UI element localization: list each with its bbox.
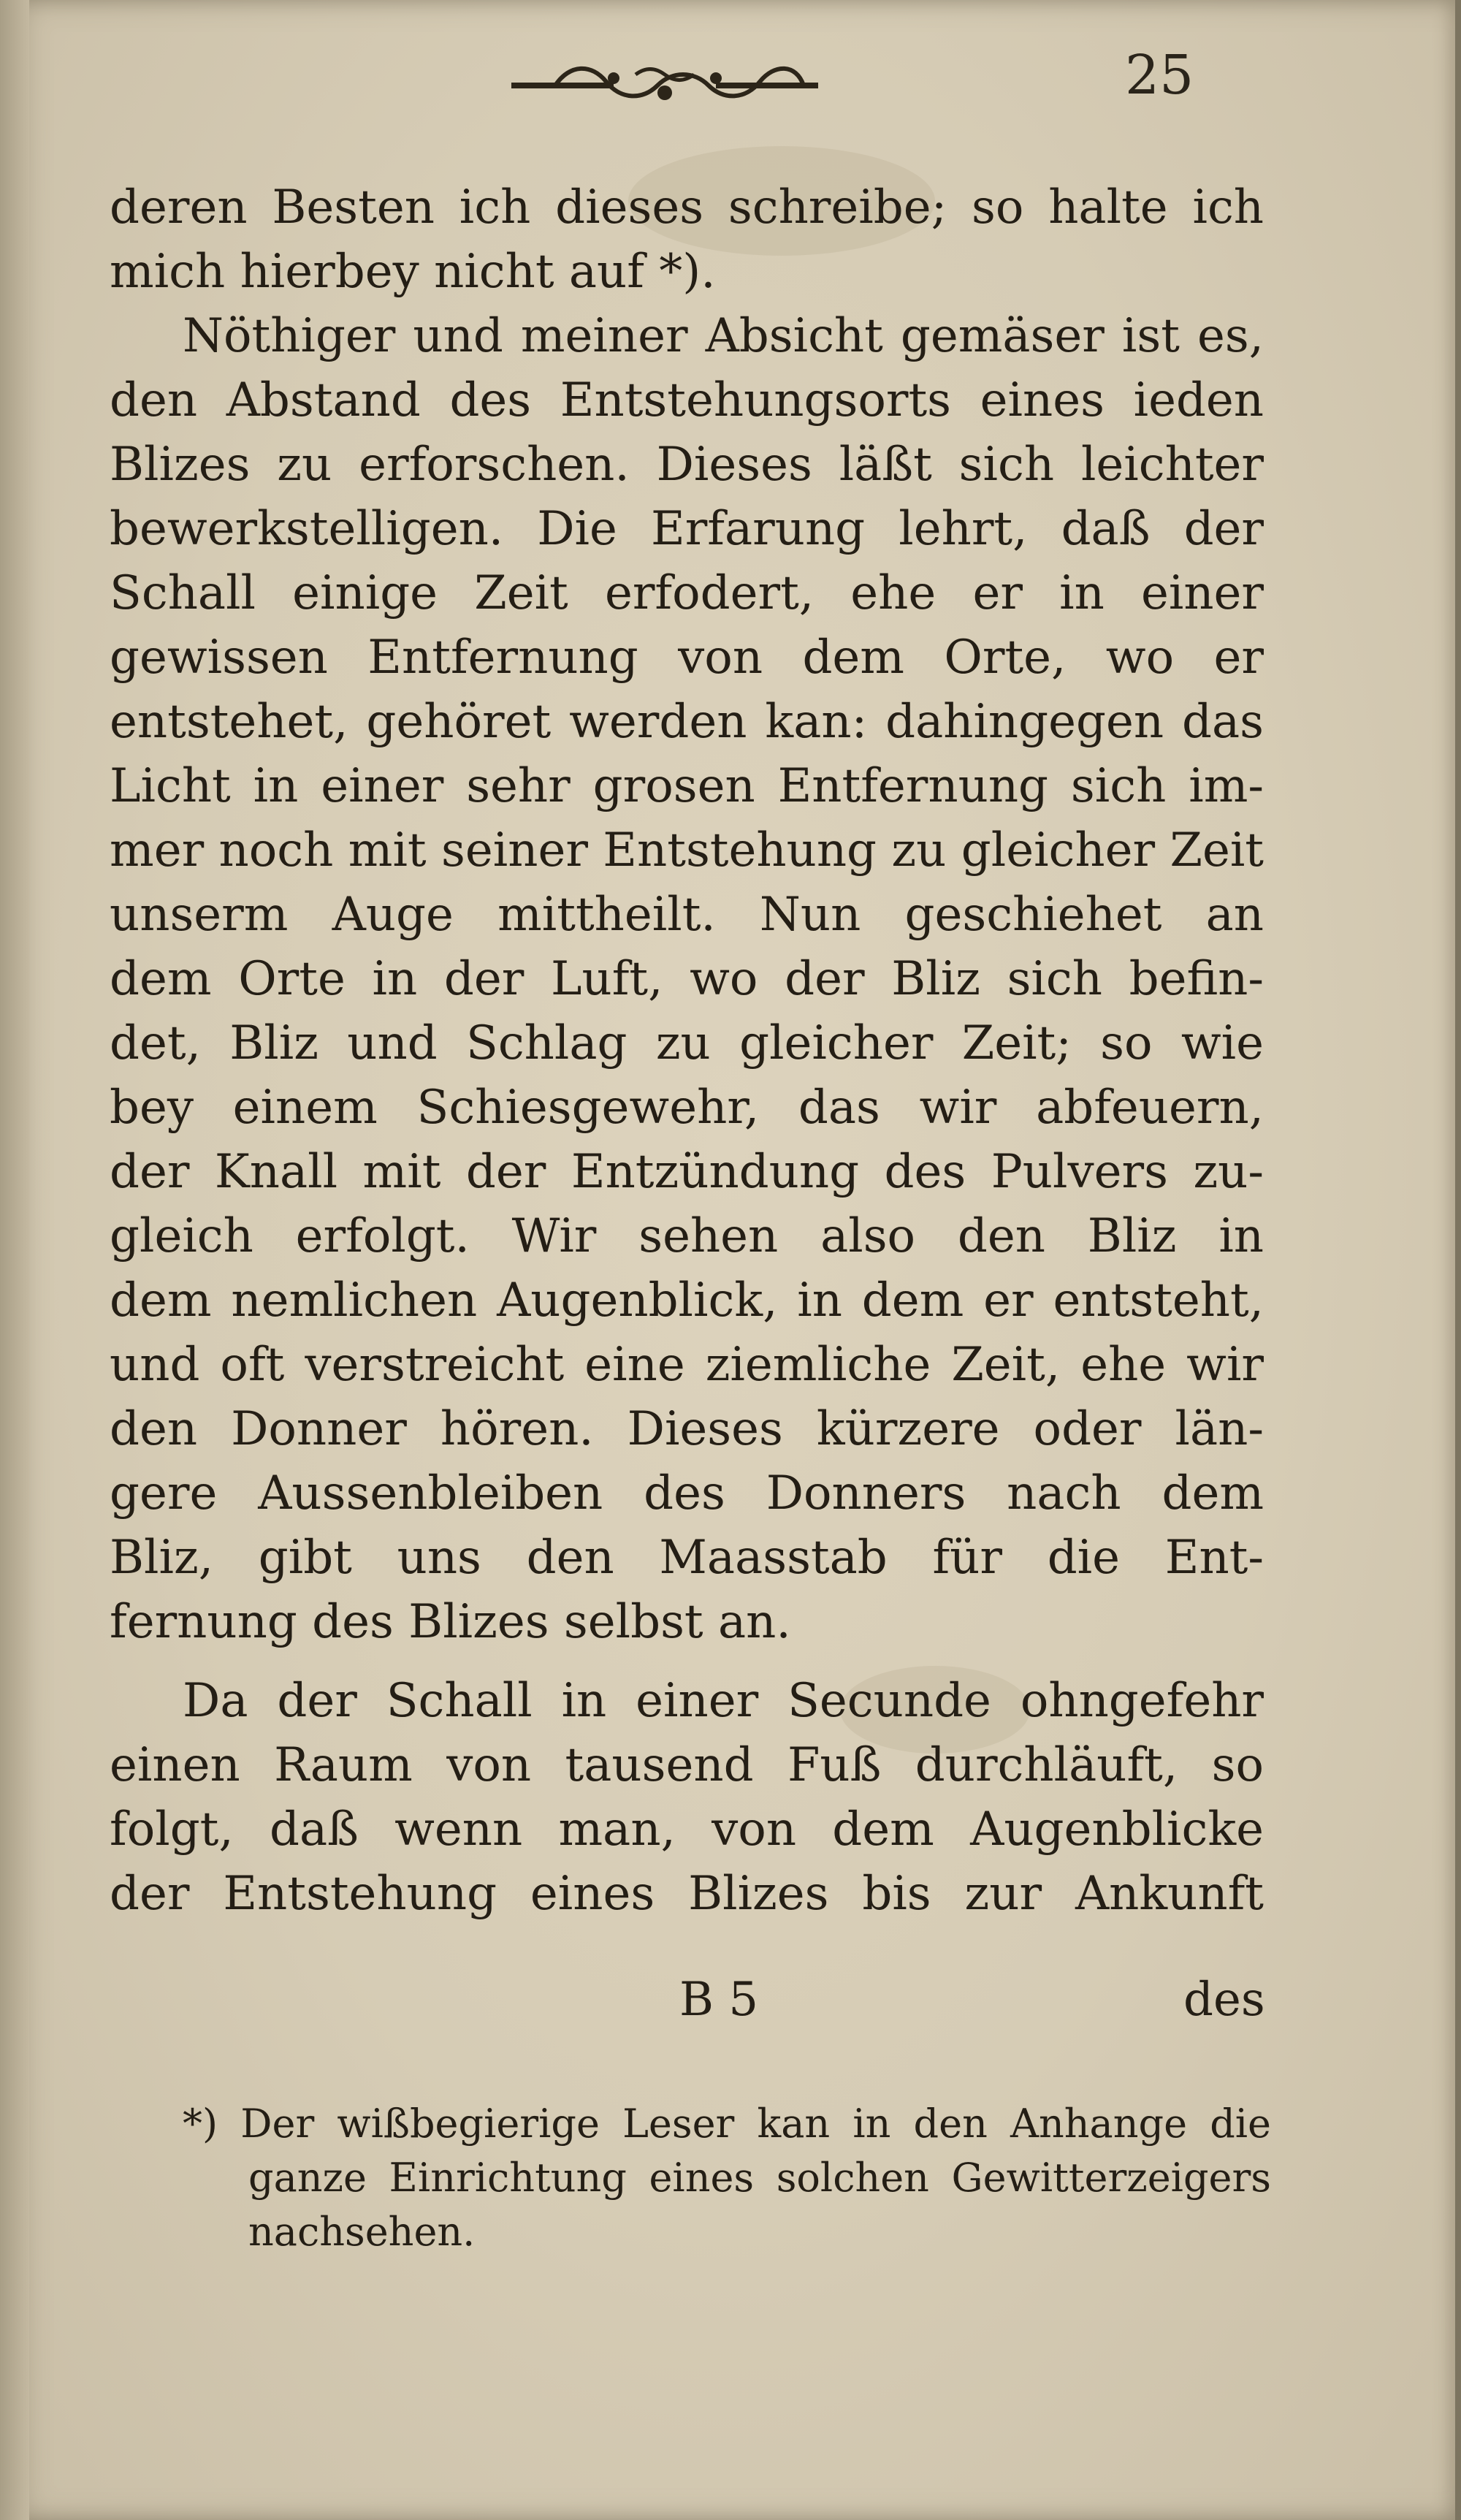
catchword: des — [1183, 1973, 1265, 2027]
text-line: einen Raum von tausend Fuß durchläuft, so — [110, 1738, 1264, 1792]
text-line: Nöthiger und meiner Absicht gemäser ist es, — [183, 309, 1264, 363]
text-line: Licht in einer sehr grosen Entfernung sich im- — [110, 759, 1264, 813]
text-line: bey einem Schiesgewehr, das wir abfeuern, — [110, 1081, 1264, 1135]
footnote-line: ganze Einrichtung eines solchen Gewitterzeigers — [248, 2155, 1271, 2201]
page-edge — [1455, 0, 1461, 2520]
text-line: bewerkstelligen. Die Erfarung lehrt, daß der — [110, 502, 1264, 556]
text-line: Da der Schall in einer Secunde ohngefehr — [183, 1674, 1264, 1728]
text-line: dem Orte in der Luft, wo der Bliz sich befin- — [110, 952, 1264, 1006]
paragraph — [110, 1669, 1264, 1926]
text-line: mer noch mit seiner Entstehung zu gleicher Zeit — [110, 823, 1264, 878]
text-line: der Knall mit der Entzündung des Pulvers zu- — [110, 1145, 1264, 1199]
footnote-line: *) Der wißbegierige Leser kan in den Anhange die — [183, 2101, 1271, 2147]
paragraph-gap — [110, 1654, 1264, 1669]
text-line: unserm Auge mittheilt. Nun geschiehet an — [110, 888, 1264, 942]
signature-mark: B 5 — [679, 1973, 759, 2027]
text-line: der Entstehung eines Blizes bis zur Ankunft — [110, 1867, 1264, 1921]
text-line: Schall einige Zeit erfodert, ehe er in einer — [110, 566, 1264, 620]
text-line: det, Bliz und Schlag zu gleicher Zeit; so wie — [110, 1016, 1264, 1070]
text-line: folgt, daß wenn man, von dem Augenblicke — [110, 1803, 1264, 1857]
binding-gutter — [0, 0, 29, 2520]
paragraph — [110, 304, 1264, 1654]
text-line: gewissen Entfernung von dem Orte, wo er — [110, 631, 1264, 685]
footnote-line: nachsehen. — [248, 2209, 476, 2255]
footnote — [183, 2097, 1271, 2259]
text-line: dem nemlichen Augenblick, in dem er entsteht, — [110, 1274, 1264, 1328]
text-line: gere Aussenbleiben des Donners nach dem — [110, 1466, 1264, 1520]
page-number: 25 — [1125, 44, 1194, 107]
text-line: Bliz, gibt uns den Maasstab für die Ent- — [110, 1531, 1264, 1585]
text-line: den Abstand des Entstehungsorts eines ieden — [110, 373, 1264, 427]
header-ornament-icon — [511, 60, 818, 111]
text-line: fernung des Blizes selbst an. — [110, 1595, 791, 1649]
text-line: mich hierbey nicht auf *). — [110, 245, 716, 299]
text-line: deren Besten ich dieses schreibe; so halte ich — [110, 180, 1264, 235]
text-line: gleich erfolgt. Wir sehen also den Bliz in — [110, 1209, 1264, 1263]
text-line: entstehet, gehöret werden kan: dahingegen das — [110, 695, 1264, 749]
text-line: und oft verstreicht eine ziemliche Zeit, ehe wir — [110, 1338, 1264, 1392]
body-text — [110, 175, 1264, 1926]
paragraph — [110, 175, 1264, 304]
text-line: Blizes zu erforschen. Dieses läßt sich leichter — [110, 438, 1264, 492]
text-line: den Donner hören. Dieses kürzere oder län- — [110, 1402, 1264, 1456]
